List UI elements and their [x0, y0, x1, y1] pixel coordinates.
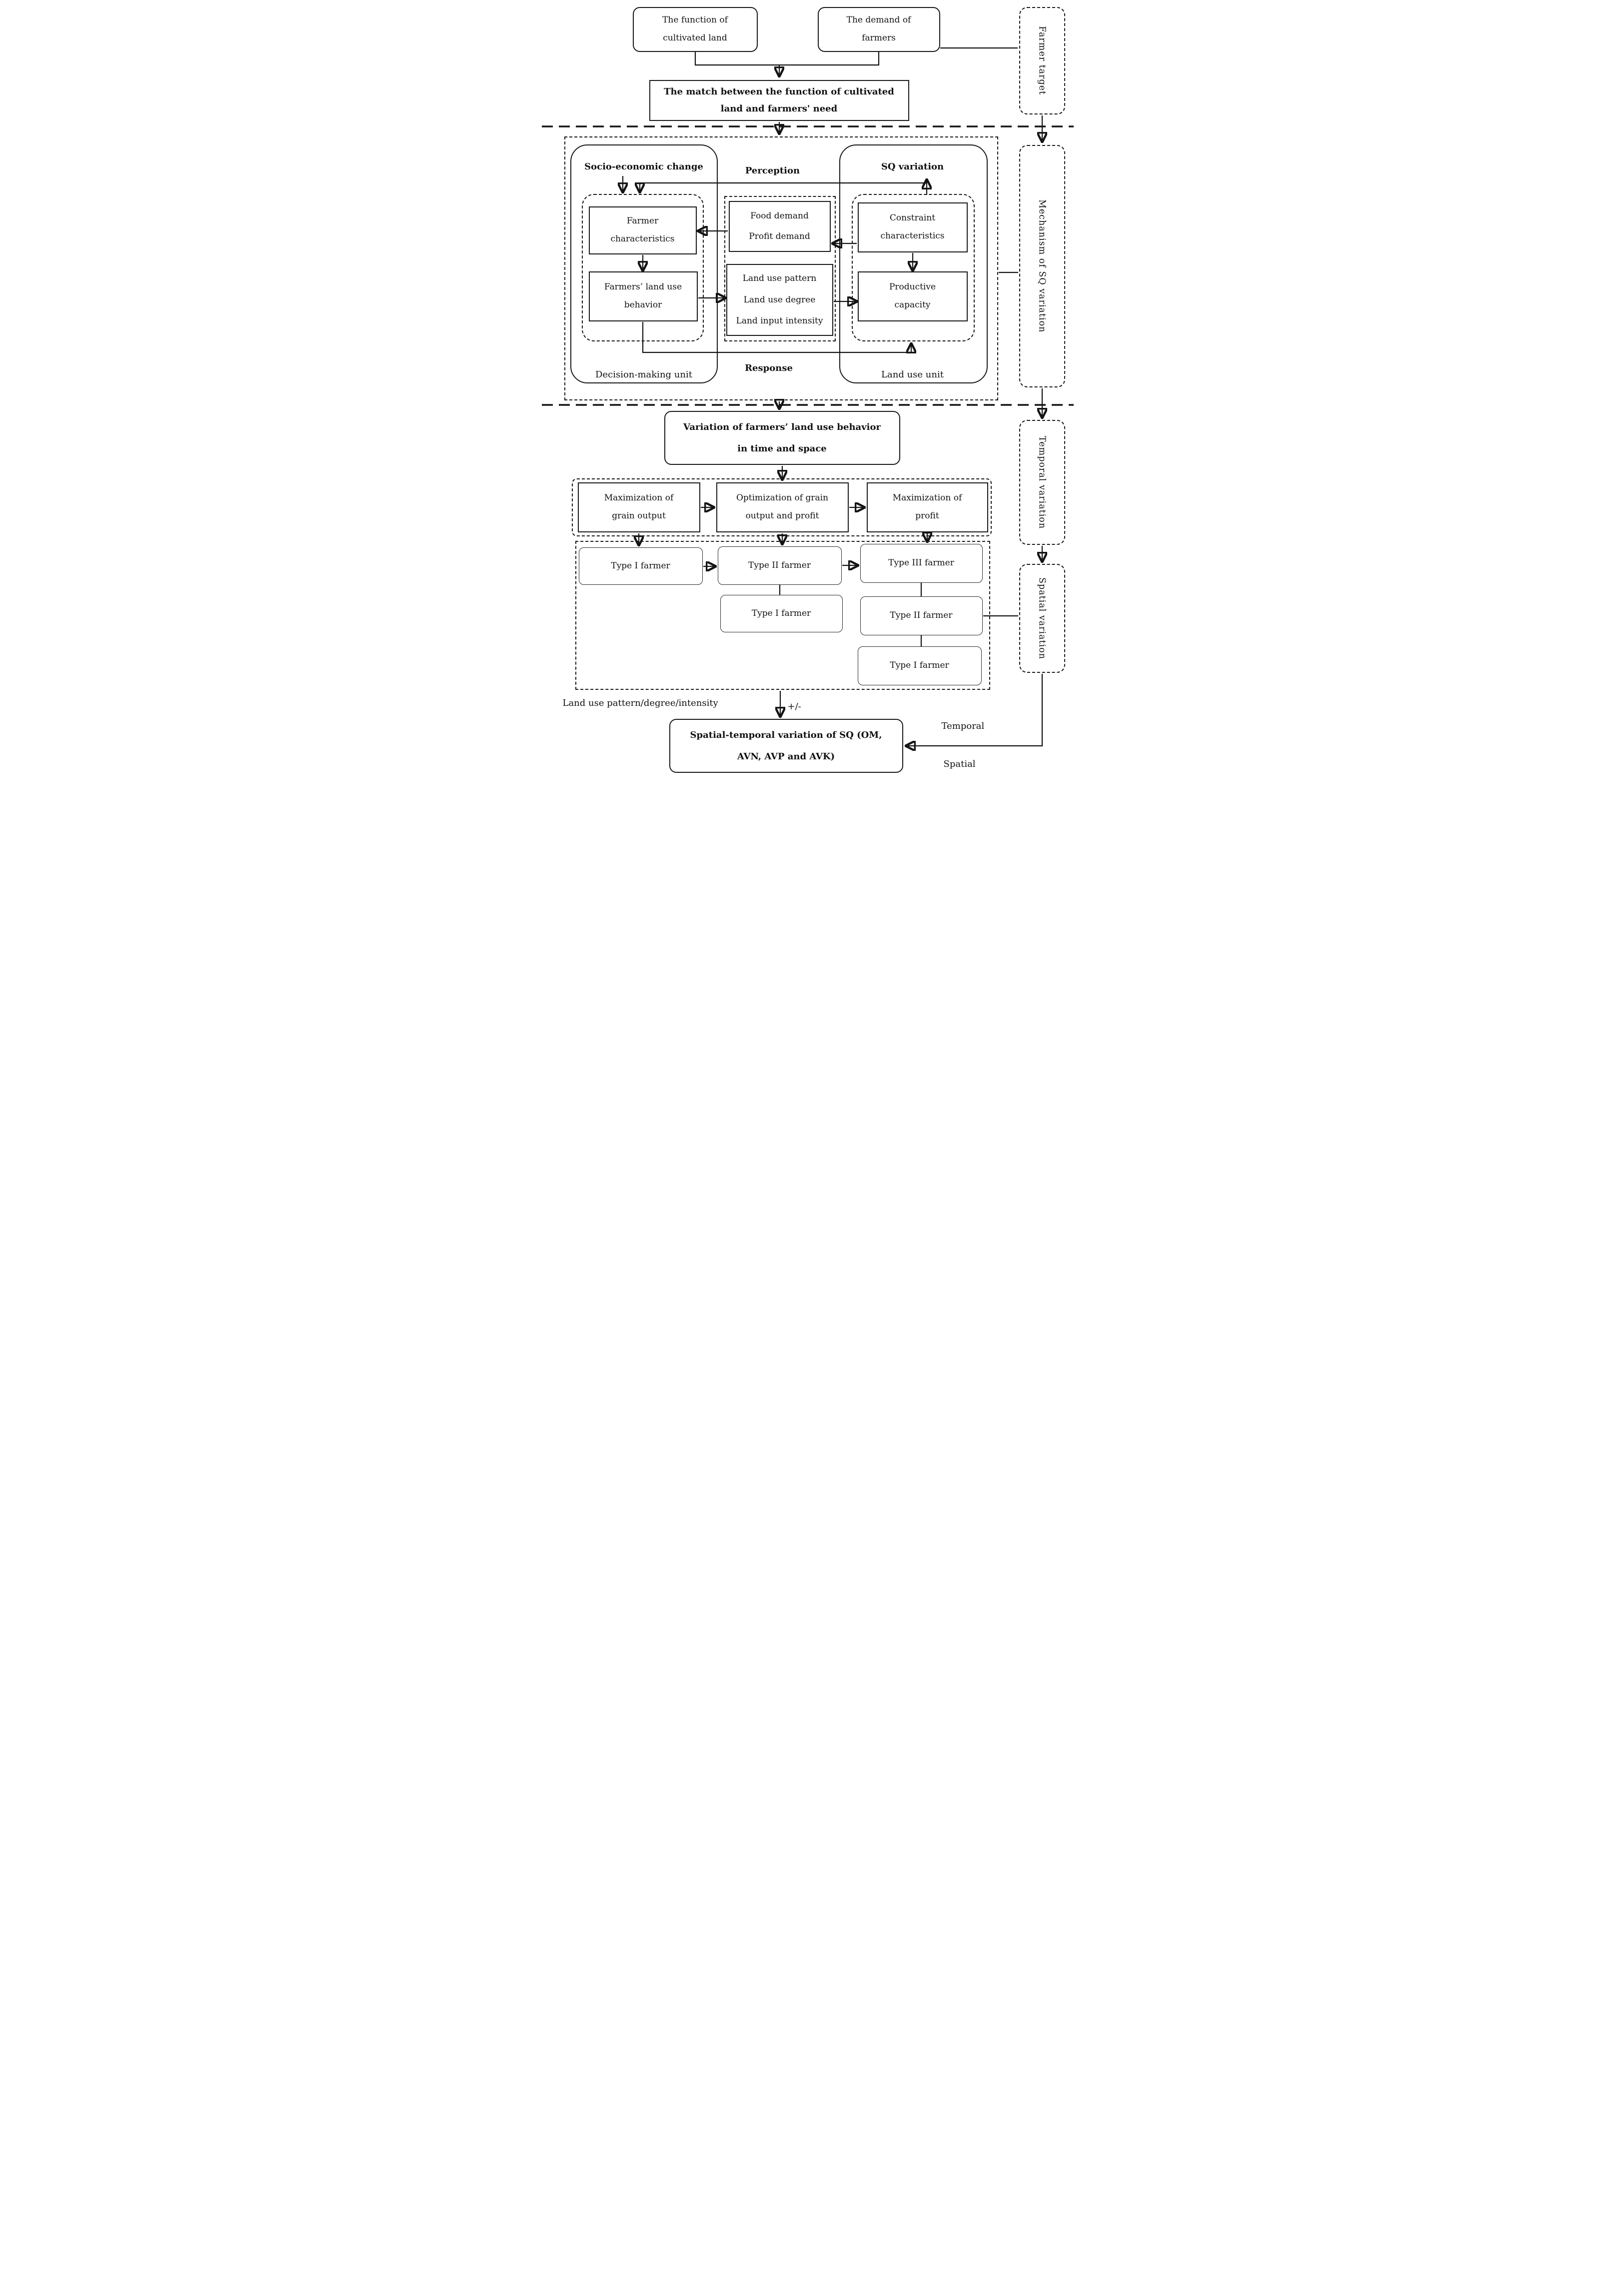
line-merge-top: [695, 52, 879, 65]
node-farmers-land-use-behavior: [589, 271, 698, 321]
side-box-spatial-variation: [1019, 564, 1065, 673]
side-label: Mechanism of SQ variation: [1037, 199, 1047, 333]
node-type3-farmer: [860, 544, 983, 583]
node-label: Type III farmer: [888, 558, 954, 568]
node-label-land-use-degree: Land use degree: [743, 294, 816, 305]
node-farmer-characteristics: [589, 206, 697, 254]
node-label: Type I farmer: [611, 560, 670, 571]
side-label: Farmer target: [1037, 26, 1047, 95]
node-label-line2: land and farmers' need: [720, 103, 838, 114]
node-label: The function of cultivated land: [662, 15, 728, 43]
node-label-line1: The match between the function of cultivated: [664, 86, 894, 97]
label-perception: Perception: [745, 165, 800, 176]
label-sq-variation: SQ variation: [881, 161, 944, 172]
node-type1-farmer-b: [720, 595, 843, 632]
label-response: Response: [745, 363, 793, 373]
label-land-use-unit: Land use unit: [881, 369, 944, 380]
text-plus-minus: +/-: [787, 701, 801, 712]
side-box-mechanism-of-sq-variation: [1019, 145, 1065, 387]
node-label-land-use-pattern: Land use pattern: [742, 273, 817, 284]
text-temporal: Temporal: [941, 721, 985, 731]
node-label-line1: Variation of farmers’ land use behavior: [683, 421, 881, 432]
node-productive-capacity: [858, 271, 968, 321]
node-type2-farmer-b: [860, 596, 983, 635]
node-label-profit-demand: Profit demand: [749, 231, 810, 241]
node-label: Type I farmer: [751, 608, 811, 618]
node-maximization-profit: [867, 482, 988, 532]
node-label: Type II farmer: [748, 560, 811, 570]
text-land-use-note: Land use pattern/degree/intensity: [562, 698, 718, 708]
node-constraint-characteristics: [858, 202, 968, 252]
node-function-of-cultivated-land: [633, 7, 758, 52]
node-label: Optimization of grain output and profit: [736, 493, 829, 521]
node-optimization-grain-profit: [716, 482, 849, 532]
node-label-line1: Spatial-temporal variation of SQ (OM,: [690, 729, 882, 740]
node-label-land-input-intensity: Land input intensity: [736, 316, 823, 326]
framework-diagram: [533, 0, 1083, 782]
text-spatial: Spatial: [943, 759, 976, 769]
node-label: Farmer characteristics: [610, 216, 675, 244]
node-label: Type I farmer: [890, 660, 949, 671]
node-label: Farmers’ land use behavior: [604, 282, 682, 310]
node-food-profit-demand: [729, 201, 831, 252]
node-variation-of-behavior: [664, 411, 900, 465]
node-label: Constraint characteristics: [880, 213, 945, 241]
node-label-food-demand: Food demand: [750, 211, 809, 221]
node-demand-of-farmers: [818, 7, 940, 52]
node-maximization-grain-output: [578, 482, 700, 532]
node-type1-farmer-a: [579, 547, 703, 585]
node-type1-farmer-c: [858, 646, 982, 685]
node-land-use-practices: [726, 264, 833, 336]
side-label: Spatial variation: [1037, 577, 1047, 659]
node-label-line2: AVN, AVP and AVK): [737, 751, 835, 762]
node-label-line2: in time and space: [737, 443, 827, 454]
node-label: Productive capacity: [889, 282, 936, 310]
node-label: The demand of farmers: [846, 15, 911, 43]
node-spatial-temporal-sq-variation: [669, 719, 903, 773]
node-match-function-need: [649, 80, 909, 121]
side-label: Temporal variation: [1037, 435, 1047, 529]
label-decision-making-unit: Decision-making unit: [595, 369, 692, 380]
label-socio-economic-change: Socio-economic change: [584, 161, 703, 172]
side-box-farmer-target: [1019, 7, 1065, 114]
node-type2-farmer-a: [718, 546, 842, 585]
node-label: Maximization of profit: [892, 493, 962, 521]
node-label: Maximization of grain output: [604, 493, 674, 521]
side-box-temporal-variation: [1019, 420, 1065, 545]
node-label: Type II farmer: [890, 610, 953, 621]
